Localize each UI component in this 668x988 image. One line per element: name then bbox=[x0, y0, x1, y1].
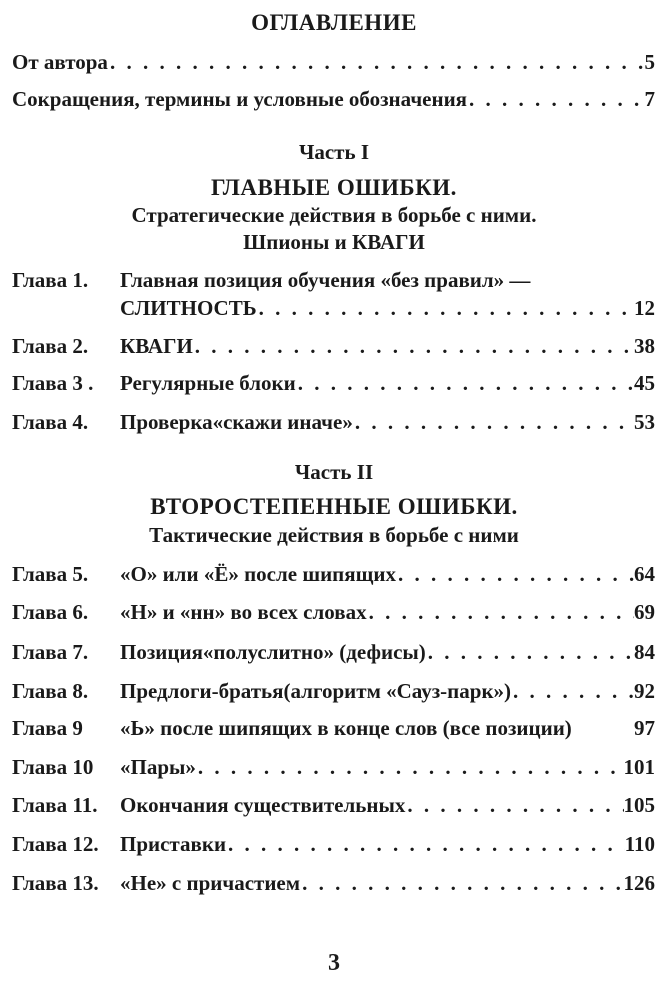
entry-title: Регулярные блоки bbox=[120, 371, 296, 395]
chapter-number: Глава 13. bbox=[12, 871, 99, 895]
entry-page: 53 bbox=[634, 410, 655, 434]
entry-title: Приставки bbox=[120, 832, 227, 856]
toc-entry-chapter-5 bbox=[12, 562, 655, 592]
entry-title: «О» или «Ё» после шипящих bbox=[120, 562, 396, 586]
leader-dots bbox=[300, 871, 623, 896]
entry-title: «Н» и «нн» во всех словах bbox=[120, 600, 367, 624]
part1-subtitle-2: Шпионы и КВАГИ bbox=[243, 230, 425, 254]
toc-entry-chapter-1 bbox=[12, 268, 655, 328]
entry-title: КВАГИ bbox=[120, 334, 193, 358]
entry-page: 105 bbox=[623, 793, 655, 817]
leader-dots bbox=[193, 334, 634, 359]
chapter-number: Глава 2. bbox=[12, 334, 89, 358]
part2-heading: ВТОРОСТЕПЕННЫЕ ОШИБКИ. bbox=[150, 494, 518, 519]
toc-entry-chapter-8 bbox=[12, 679, 655, 709]
toc-entry-chapter-2 bbox=[12, 334, 655, 364]
toc-entry-author bbox=[12, 50, 655, 80]
entry-title: Проверка«скажи иначе» bbox=[120, 410, 353, 434]
entry-title: «Не» с причастием bbox=[120, 871, 301, 895]
toc-entry-chapter-11 bbox=[12, 793, 655, 823]
chapter-number: Глава 11. bbox=[12, 793, 98, 817]
chapter-number: Глава 6. bbox=[12, 600, 89, 624]
toc-entry-chapter-10 bbox=[12, 755, 655, 785]
leader-dots bbox=[257, 296, 634, 321]
toc-entry-chapter-3 bbox=[12, 371, 655, 401]
toc-entry-chapter-12 bbox=[12, 832, 655, 862]
entry-page: 110 bbox=[624, 832, 655, 856]
entry-title: Позиция«полуслитно» (дефисы) bbox=[120, 640, 426, 664]
part1-label: Часть I bbox=[298, 140, 370, 164]
leader-dots bbox=[367, 600, 634, 625]
leader-dots bbox=[353, 410, 634, 435]
entry-page: 92 bbox=[634, 679, 655, 703]
leader-dots bbox=[467, 87, 644, 112]
entry-title: «Ь» после шипящих в конце слов (все позиции) bbox=[120, 716, 572, 740]
toc-entry-chapter-13 bbox=[12, 871, 655, 901]
entry-page: 97 bbox=[634, 716, 655, 740]
part1-subtitle: Стратегические действия в борьбе с ними. bbox=[131, 203, 537, 227]
leader-dots bbox=[108, 50, 645, 75]
entry-page: 69 bbox=[634, 600, 655, 624]
entry-page: 101 bbox=[623, 755, 655, 779]
leader-dots bbox=[196, 755, 624, 780]
chapter-number: Глава 3 . bbox=[12, 371, 94, 395]
entry-title-line1: Главная позиция обучения «без правил» — bbox=[120, 268, 531, 292]
leader-dots bbox=[426, 640, 634, 665]
entry-title: От автора bbox=[12, 50, 108, 74]
entry-title: «Пары» bbox=[120, 755, 196, 779]
entry-page: 12 bbox=[634, 296, 655, 320]
entry-page: 45 bbox=[634, 371, 655, 395]
entry-page: 5 bbox=[644, 50, 655, 74]
chapter-number: Глава 7. bbox=[12, 640, 89, 664]
chapter-number: Глава 4. bbox=[12, 410, 89, 434]
entry-page: 38 bbox=[634, 334, 655, 358]
leader-dots bbox=[226, 832, 625, 857]
part2-label: Часть II bbox=[294, 460, 374, 484]
leader-dots bbox=[511, 679, 634, 704]
entry-title: Предлоги-братья(алгоритм «Сауз-парк») bbox=[120, 679, 512, 703]
entry-page: 7 bbox=[644, 87, 655, 111]
chapter-number: Глава 9 bbox=[12, 716, 83, 740]
part2-subtitle: Тактические действия в борьбе с ними bbox=[149, 523, 519, 547]
toc-entry-chapter-7 bbox=[12, 640, 655, 670]
toc-entry-abbrev bbox=[12, 87, 655, 117]
part1-heading: ГЛАВНЫЕ ОШИБКИ. bbox=[211, 175, 457, 200]
chapter-number: Глава 5. bbox=[12, 562, 89, 586]
leader-dots bbox=[396, 562, 634, 587]
chapter-number: Глава 12. bbox=[12, 832, 99, 856]
toc-title: ОГЛАВЛЕНИЕ bbox=[251, 10, 417, 35]
leader-dots bbox=[405, 793, 623, 818]
chapter-number: Глава 8. bbox=[12, 679, 89, 703]
leader-dots bbox=[296, 371, 634, 396]
entry-title: Окончания существительных bbox=[120, 793, 406, 817]
entry-page: 84 bbox=[634, 640, 655, 664]
toc-entry-chapter-4 bbox=[12, 410, 655, 440]
chapter-number: Глава 10 bbox=[12, 755, 94, 779]
entry-page: 126 bbox=[623, 871, 655, 895]
chapter-number: Глава 1. bbox=[12, 268, 89, 292]
toc-entry-chapter-6 bbox=[12, 600, 655, 630]
entry-page: 64 bbox=[634, 562, 655, 586]
entry-title-line2: СЛИТНОСТЬ bbox=[120, 296, 257, 320]
entry-title: Сокращения, термины и условные обозначения bbox=[12, 87, 468, 111]
page-number: 3 bbox=[328, 950, 340, 976]
toc-entry-chapter-9 bbox=[12, 716, 655, 746]
